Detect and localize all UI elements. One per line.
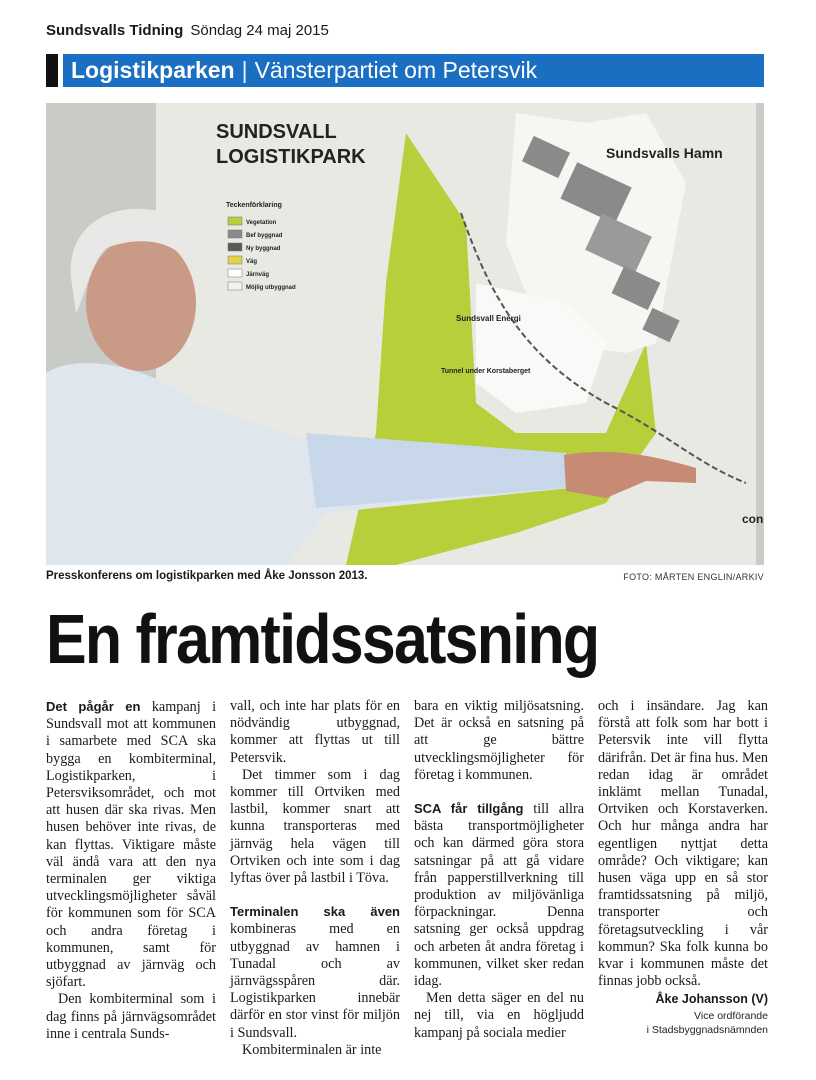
legend-item: Möjlig utbyggnad <box>246 285 296 291</box>
article-column <box>598 698 768 1059</box>
photo-illustration <box>46 103 764 565</box>
paragraph-text: Kombiterminalen är inte <box>242 1041 382 1058</box>
section-title: Logistikparken <box>71 57 235 83</box>
photo-credit: FOTO: MÅRTEN ENGLIN/ARKIV <box>623 572 764 582</box>
legend-item: Väg <box>246 259 258 265</box>
legend-swatch <box>228 269 242 277</box>
headline: En framtidssatsning <box>46 600 599 678</box>
article-paragraph <box>230 767 400 887</box>
map-label-hamn: Sundsvalls Hamn <box>606 145 723 161</box>
legend-swatch <box>228 243 242 251</box>
article-column <box>414 698 584 1059</box>
paragraph-text: Men detta säger en del nu nej till, via en högljudd kampanj på sociala medier <box>414 990 584 1041</box>
author-signature: Åke Johansson (V) <box>655 992 768 1007</box>
article-photo <box>46 103 764 565</box>
paragraph-lead: SCA får tillgång <box>414 801 524 817</box>
paragraph-lead: Terminalen ska även <box>230 904 400 920</box>
legend-title: Teckenförklaring <box>226 202 282 209</box>
article-paragraph <box>46 698 216 991</box>
map-title-line1: SUNDSVALL <box>216 121 337 143</box>
section-header <box>46 54 764 87</box>
author-role: i Stadsbyggnadsnämnden <box>646 1023 768 1036</box>
legend-item: Ny byggnad <box>246 246 281 252</box>
section-subtitle: Vänsterpartiet om Petersvik <box>254 57 538 83</box>
paragraph-text: bara en viktig miljösatsning. Det är också en satsning på att ge bättre utvecklingsmöjligheter för företag i kommunen. <box>414 698 584 783</box>
article-paragraph <box>230 698 400 767</box>
person-face <box>86 235 196 371</box>
paragraph-lead: Det pågår en <box>46 699 141 714</box>
article-paragraph <box>414 698 584 784</box>
publication-date: Söndag 24 maj 2015 <box>190 22 329 39</box>
masthead <box>46 22 329 39</box>
article-body <box>46 698 768 1058</box>
newspaper-name: Sundsvalls Tidning <box>46 22 184 39</box>
article-paragraph <box>46 991 216 1043</box>
article-column <box>46 698 216 1059</box>
paragraph-text: kampanj i Sundsvall mot att kommunen i samarbete med SCA ska bygga en kombiterminal, Logistikparken, i Petersviksområdet, och mot att husen där ska rivas. Men husen behöver inte rivas, de kan flyttas. Viktigare måste väl ändå vara att den nya terminalen ger viktiga utvecklingsmöjligheter såväl för kommunen som för SCA och andra företag i kommunen, samt för utbyggnad av järnväg och sjöfart. <box>46 699 217 991</box>
section-marker <box>46 54 58 87</box>
map-label-energi: Sundsvall Energi <box>456 314 521 323</box>
map-label-tunnel: Tunnel under Korstaberget <box>441 368 531 375</box>
article-paragraph <box>230 1042 400 1059</box>
article-paragraph <box>230 903 400 1042</box>
legend-swatch <box>228 217 242 225</box>
photo-caption: Presskonferens om logistikparken med Åke Jonsson 2013. <box>46 570 368 582</box>
section-band <box>63 54 764 87</box>
paragraph-text: Det timmer som i dag kommer till Ortviken med lastbil, kommer snart att kunna transporteras med järnväg hela vägen till Ortviken och inte som i dag lyftas över på lastbil i Töva. <box>230 766 400 887</box>
legend-swatch <box>228 230 242 238</box>
legend-item: Bef byggnad <box>246 233 283 239</box>
author-role: Vice ordförande <box>694 1009 768 1022</box>
article-column <box>230 698 400 1059</box>
paragraph-text: till allra bästa transportmöjligheter och kan därmed göra stora satsningar på att gå vidare från papperstillverkning till produktion av miljövänliga förpackningar. Denna satsning ger också uppdrag och arbeten åt andra företag i kommunen, vilket sker redan idag. <box>414 801 584 990</box>
map-label-cut: con <box>742 512 764 526</box>
article-paragraph <box>414 990 584 1042</box>
paragraph-text: kombineras med en utbyggnad av hamnen i Tunadal och av järnvägsspåren där. Logistikparken innebär därför en stor vinst för miljön i Sundsvall. <box>230 921 400 1041</box>
legend-swatch <box>228 256 242 264</box>
paragraph-text: och i insändare. Jag kan förstå att folk som har bott i Petersvik inte vill flytta därifrån. Det är fina hus. Men redan idag är området inklämt mellan Tunadal, Ortviken och Korstaverken. Och hur många andra har egentligen nyttjat detta område? Och viktigare; kan husen väga upp en så stor framtidssatsning på miljö, transporter och företagsutveckling i vår kommun? Ska folk kunna bo kvar i kommunen måste det finnas jobb också. <box>598 698 768 990</box>
article-paragraph <box>414 800 584 990</box>
map-title-line2: LOGISTIKPARK <box>216 146 366 168</box>
legend-item: Järnväg <box>246 272 270 278</box>
legend-swatch <box>228 282 242 290</box>
section-separator: | <box>241 57 248 83</box>
paragraph-text: vall, och inte har plats för en nödvändig utbyggnad, kommer att flyttas ut till Petersvik. <box>230 698 400 766</box>
paragraph-text: Den kombiterminal som i dag finns på järnvägsområdet inne i centrala Sunds- <box>46 991 216 1042</box>
article-paragraph <box>598 698 768 990</box>
legend-item: Vegetation <box>246 220 277 226</box>
